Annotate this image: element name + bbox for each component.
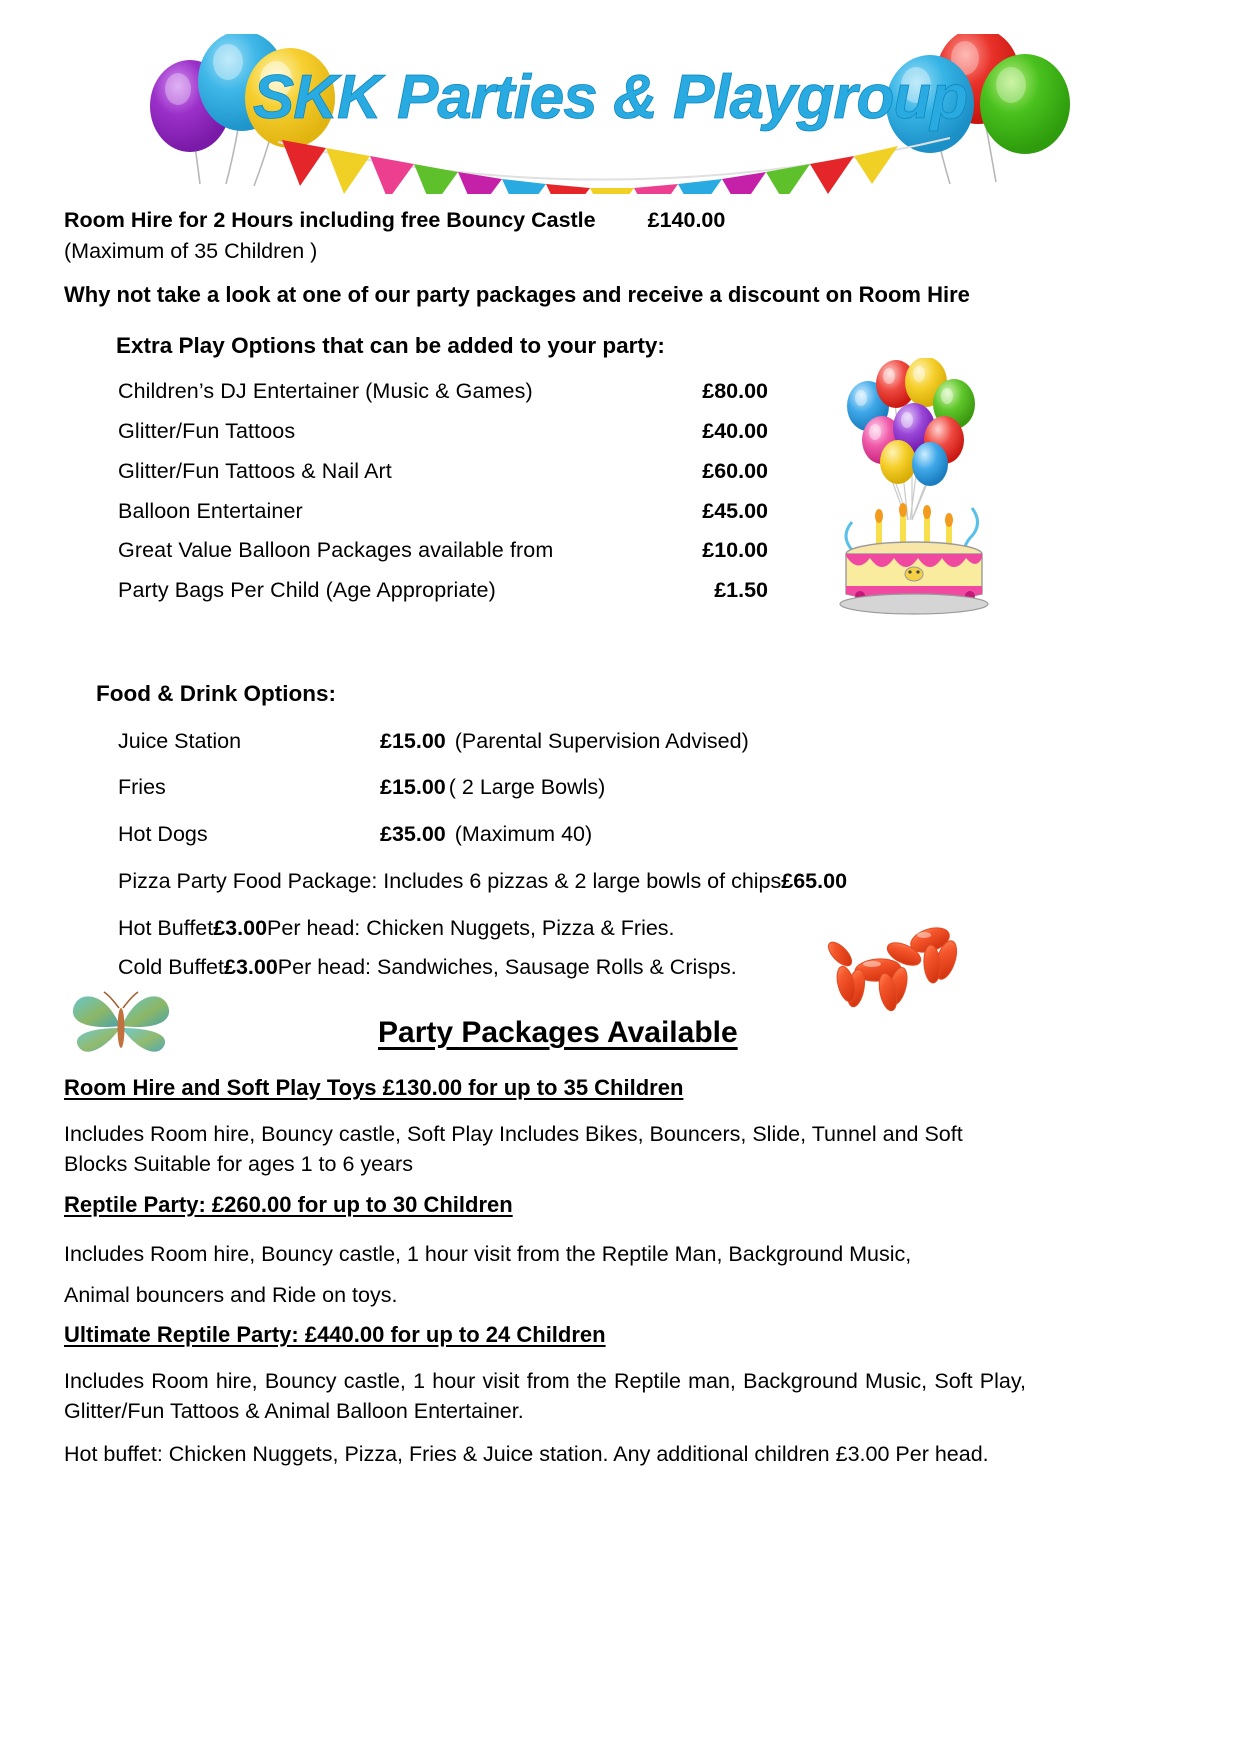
extra-play-row xyxy=(118,419,768,444)
extra-play-price: £10.00 xyxy=(702,538,768,562)
food-price: £15.00 xyxy=(380,729,446,753)
package-heading-reptile: Reptile Party: £260.00 for up to 30 Children xyxy=(64,1192,513,1217)
extra-play-label: Glitter/Fun Tattoos & Nail Art xyxy=(118,459,392,483)
extra-play-row xyxy=(118,499,768,524)
extra-play-price: £1.50 xyxy=(714,578,768,602)
extra-play-label: Great Value Balloon Packages available from xyxy=(118,538,554,562)
package-body-reptile-line2: Animal bouncers and Ride on toys. xyxy=(64,1283,398,1307)
package-heading-ultimate-reptile: Ultimate Reptile Party: £440.00 for up to 24 Children xyxy=(64,1322,606,1347)
room-hire-price: £140.00 xyxy=(647,208,726,232)
pizza-package-price: £65.00 xyxy=(781,869,848,893)
hot-buffet-suffix: Per head: Chicken Nuggets, Pizza & Fries. xyxy=(267,916,675,940)
extra-play-row xyxy=(118,459,768,484)
food-name: Fries xyxy=(118,775,166,799)
balloon-dog-image xyxy=(826,918,966,1028)
food-row xyxy=(118,822,592,847)
promo-line: Why not take a look at one of our party packages and receive a discount on Room Hire xyxy=(64,282,970,307)
food-note: (Maximum 40) xyxy=(454,822,593,846)
cold-buffet-suffix: Per head: Sandwiches, Sausage Rolls & Crisps. xyxy=(277,955,737,979)
hot-buffet-row xyxy=(118,916,675,941)
room-hire-maximum-note: (Maximum of 35 Children ) xyxy=(64,239,318,263)
pizza-package-row xyxy=(118,869,847,894)
food-row xyxy=(118,775,605,800)
package-body-soft-play: Includes Room hire, Bouncy castle, Soft Play Includes Bikes, Bouncers, Slide, Tunnel and Soft Blocks Suitable for ages 1 to 6 years xyxy=(64,1122,963,1176)
food-name: Hot Dogs xyxy=(118,822,208,846)
pizza-package-text: Pizza Party Food Package: Includes 6 pizzas & 2 large bowls of chips xyxy=(118,869,782,893)
hot-buffet-prefix: Hot Buffet xyxy=(118,916,214,940)
hot-buffet-price: £3.00 xyxy=(213,916,268,940)
extra-play-heading: Extra Play Options that can be added to your party: xyxy=(116,333,665,358)
food-drink-heading: Food & Drink Options: xyxy=(96,681,336,706)
extra-play-price: £60.00 xyxy=(702,459,768,483)
cold-buffet-prefix: Cold Buffet xyxy=(118,955,224,979)
extra-play-price: £40.00 xyxy=(702,419,768,443)
extra-play-label: Children’s DJ Entertainer (Music & Games) xyxy=(118,379,533,403)
food-price: £35.00 xyxy=(380,822,446,846)
party-packages-title: Party Packages Available xyxy=(378,1016,738,1049)
package-heading-soft-play: Room Hire and Soft Play Toys £130.00 for up to 35 Children xyxy=(64,1075,684,1100)
extra-play-row xyxy=(118,578,768,603)
food-name: Juice Station xyxy=(118,729,242,753)
cold-buffet-row xyxy=(118,955,737,980)
room-hire-line xyxy=(64,208,725,233)
extra-play-row xyxy=(118,538,768,563)
package-footer-ultimate-reptile: Hot buffet: Chicken Nuggets, Pizza, Fries & Juice station. Any additional children £3.00 Per head. xyxy=(64,1442,989,1466)
room-hire-label: Room Hire for 2 Hours including free Bouncy Castle xyxy=(64,208,596,232)
cold-buffet-price: £3.00 xyxy=(223,955,278,979)
extra-play-label: Party Bags Per Child (Age Appropriate) xyxy=(118,578,496,602)
extra-play-row xyxy=(118,379,768,404)
butterfly-image xyxy=(66,986,176,1064)
food-price: £15.00 xyxy=(380,775,446,799)
food-row xyxy=(118,729,749,754)
balloons-and-cake-image xyxy=(832,358,992,638)
package-body-reptile-line1: Includes Room hire, Bouncy castle, 1 hour visit from the Reptile Man, Background Music, xyxy=(64,1242,912,1266)
food-note: ( 2 Large Bowls) xyxy=(448,775,606,799)
extra-play-price: £45.00 xyxy=(702,499,768,523)
extra-play-price: £80.00 xyxy=(702,379,768,403)
package-body-ultimate-reptile: Includes Room hire, Bouncy castle, 1 hour visit from the Reptile man, Background Music, Soft Play, Glitter/Fun Tattoos & Animal Balloon Entertainer. xyxy=(64,1369,1026,1423)
header-balloons-banner-image xyxy=(130,34,1090,194)
food-note: (Parental Supervision Advised) xyxy=(454,729,749,753)
extra-play-label: Balloon Entertainer xyxy=(118,499,303,523)
extra-play-label: Glitter/Fun Tattoos xyxy=(118,419,296,443)
logo-wordmark: SKK Parties & Playgroup xyxy=(252,63,968,132)
